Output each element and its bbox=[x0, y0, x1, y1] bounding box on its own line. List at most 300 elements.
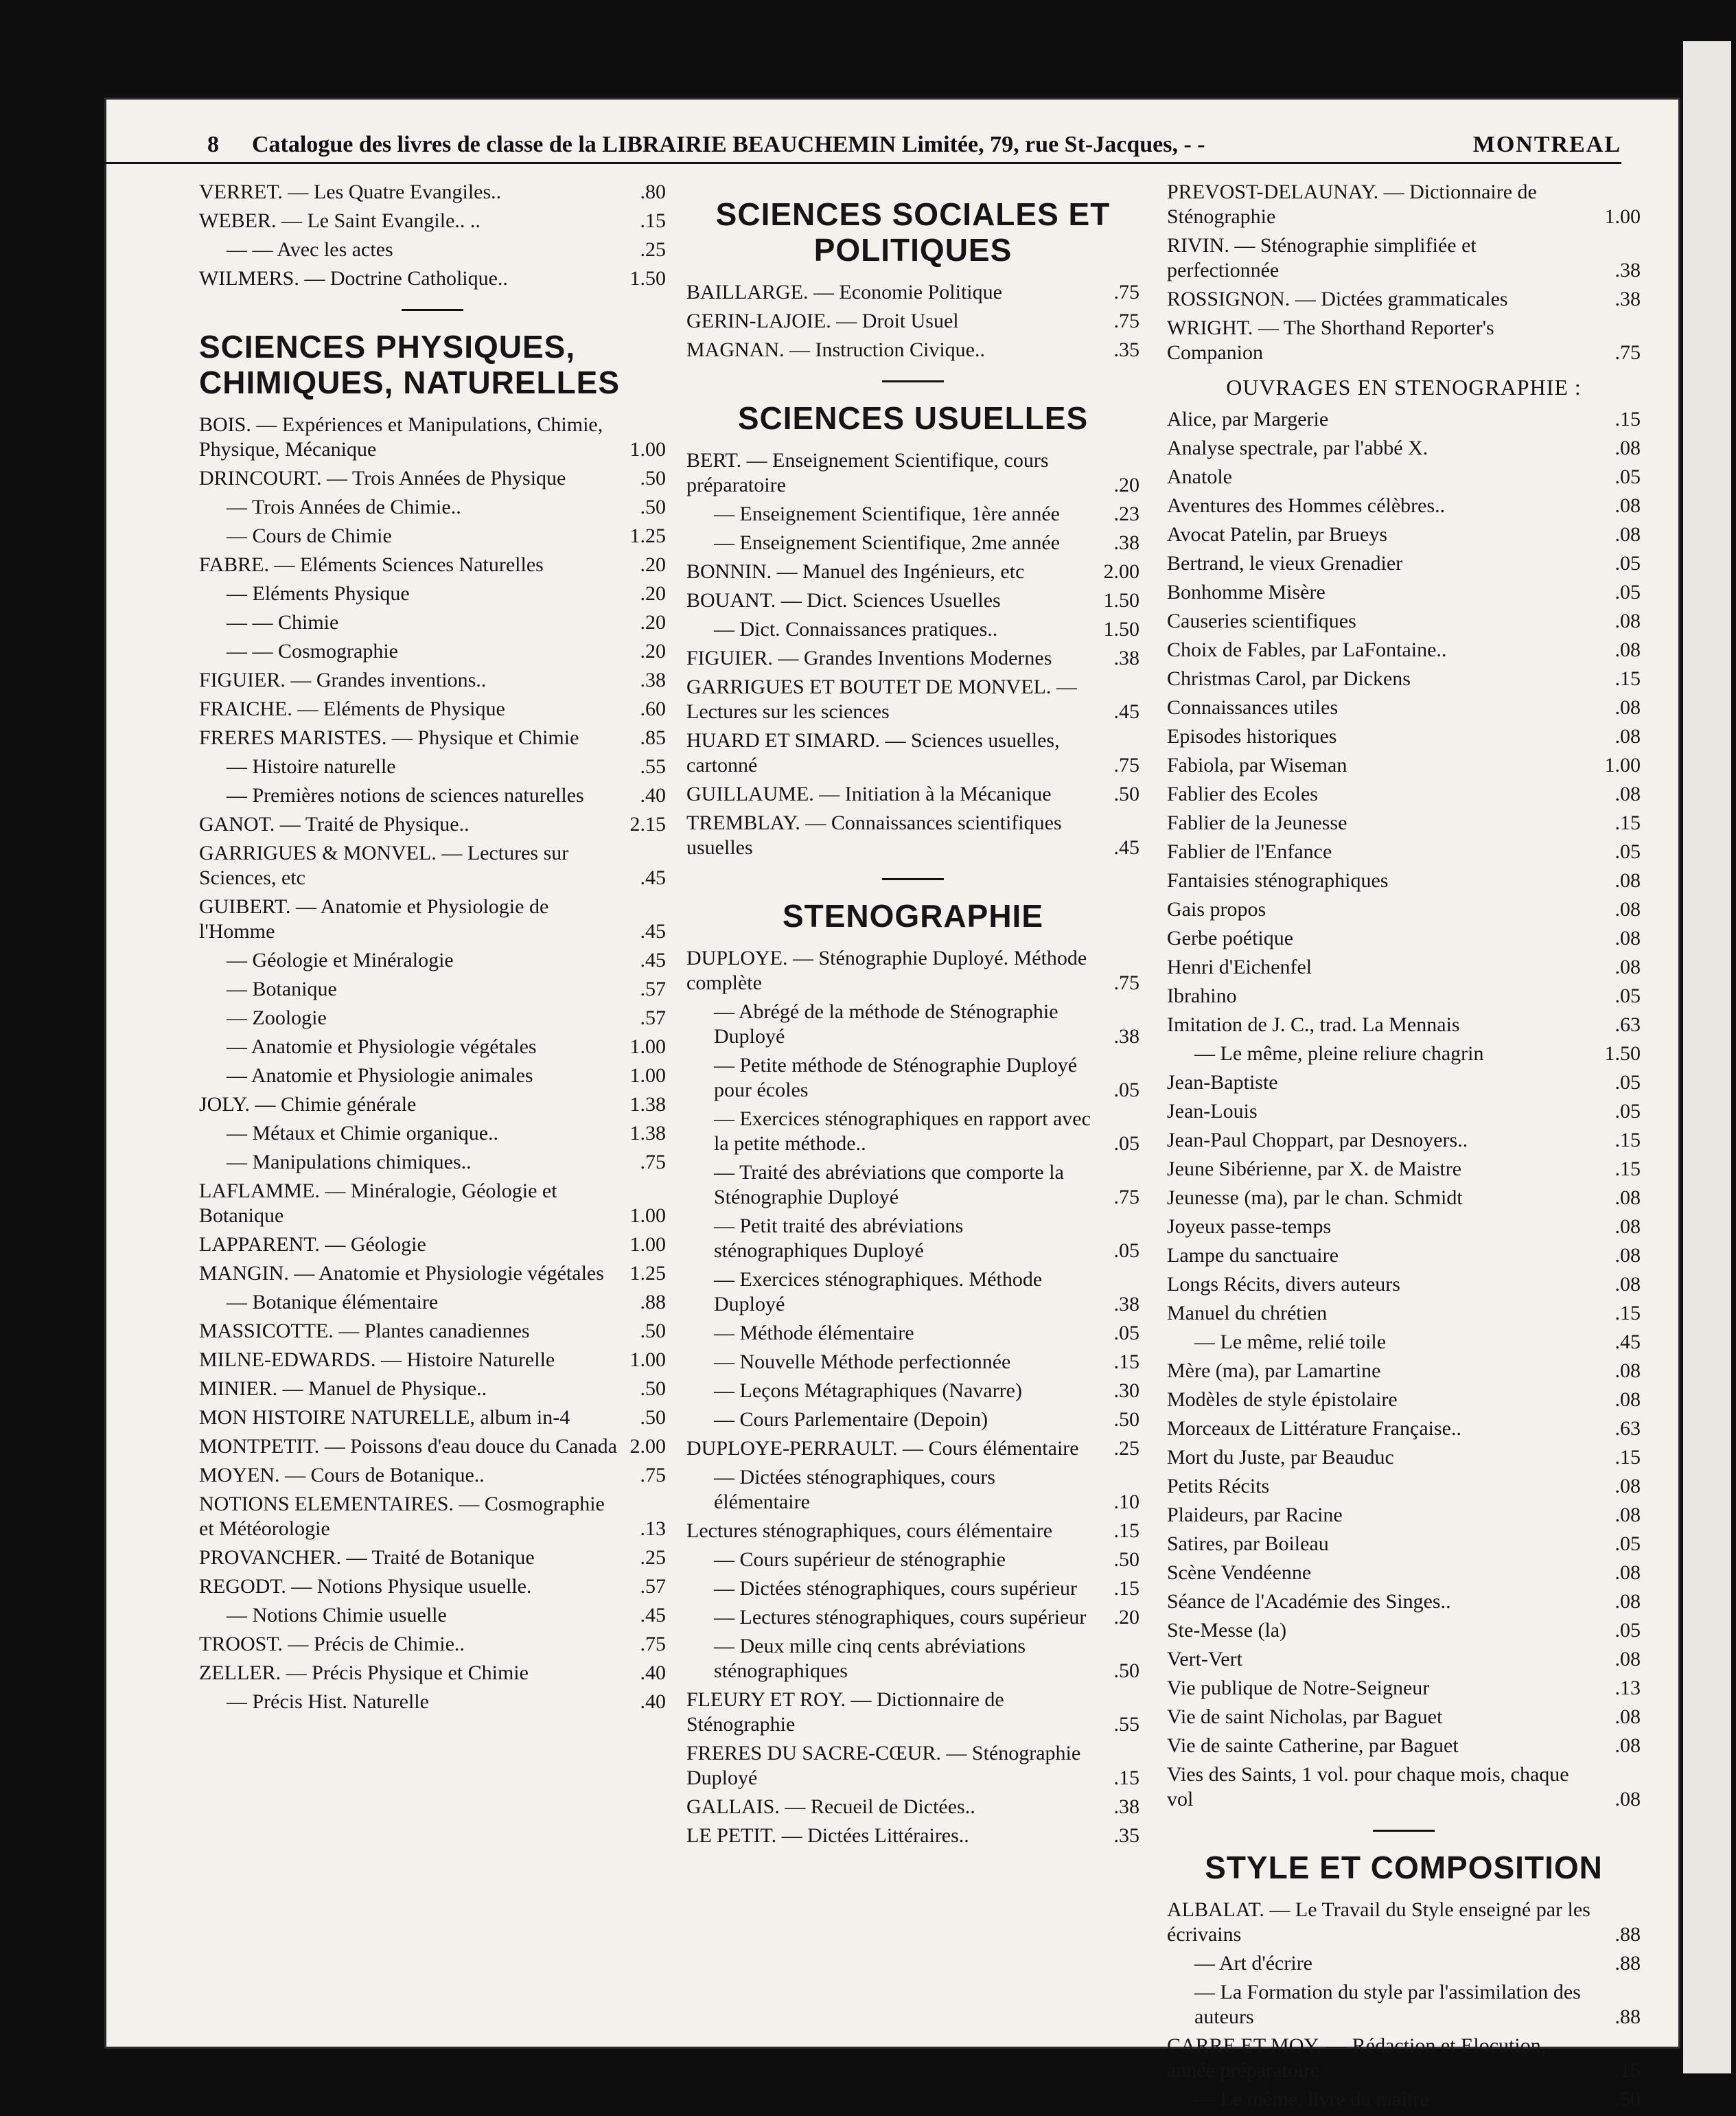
entry-title: Vie de saint Nicholas, par Baguet bbox=[1167, 1705, 1443, 1728]
entry-title: Fablier de la Jeunesse bbox=[1167, 812, 1347, 834]
catalogue-entry bbox=[686, 1741, 1139, 1791]
entry-title: Fabiola, par Wiseman bbox=[1167, 754, 1347, 777]
entry-price: .75 bbox=[1113, 971, 1139, 994]
entry-title: TREMBLAY. — Connaissances scientifiques usuelles bbox=[686, 812, 1062, 859]
entry-title: Henri d'Eichenfel bbox=[1167, 956, 1312, 978]
catalogue-entry bbox=[1167, 1042, 1641, 1066]
entry-title: — Cours de Chimie bbox=[227, 525, 392, 547]
catalogue-entry bbox=[1167, 1532, 1641, 1556]
catalogue-entry bbox=[199, 1121, 666, 1146]
entry-title: Manuel du chrétien bbox=[1167, 1302, 1328, 1324]
entry-price: .20 bbox=[1113, 1606, 1139, 1629]
catalogue-entry bbox=[199, 413, 666, 462]
catalogue-entry bbox=[1167, 1762, 1641, 1812]
catalogue-entry bbox=[199, 726, 666, 750]
entry-price: .75 bbox=[1113, 281, 1139, 303]
entry-title: GARRIGUES ET BOUTET DE MONVEL. — Lectures sur les sciences bbox=[686, 676, 1077, 723]
col2-section3-list bbox=[686, 946, 1139, 1848]
entry-price: .38 bbox=[1113, 1795, 1139, 1818]
entry-title: Imitation de J. C., trad. La Mennais bbox=[1167, 1013, 1460, 1036]
entry-title: — Art d'écrire bbox=[1194, 1952, 1313, 1975]
entry-price: .08 bbox=[1615, 1705, 1641, 1728]
catalogue-entry bbox=[1167, 1416, 1641, 1441]
entry-price: .08 bbox=[1615, 494, 1641, 517]
catalogue-entry bbox=[686, 502, 1139, 527]
entry-title: — — Avec les actes bbox=[227, 238, 393, 261]
entry-title: MILNE-EDWARDS. — Histoire Naturelle bbox=[199, 1348, 555, 1371]
entry-price: .50 bbox=[640, 467, 666, 490]
entry-price: .05 bbox=[1615, 1532, 1641, 1555]
entry-title: Mort du Juste, par Beauduc bbox=[1167, 1446, 1394, 1469]
entry-price: .08 bbox=[1615, 898, 1641, 921]
catalogue-entry bbox=[686, 617, 1139, 642]
entry-price: 1.00 bbox=[629, 1233, 666, 1256]
entry-price: 1.00 bbox=[1604, 754, 1641, 777]
entry-title: ALBALAT. — Le Travail du Style enseigné par les écrivains bbox=[1167, 1898, 1590, 1946]
entry-title: — Dictées sténographiques, cours élémentaire bbox=[714, 1466, 995, 1513]
entry-price: .20 bbox=[640, 582, 666, 605]
divider bbox=[1373, 1830, 1435, 1832]
entry-price: .15 bbox=[1615, 1302, 1641, 1324]
entry-price: .38 bbox=[640, 669, 666, 691]
entry-price: .15 bbox=[1615, 667, 1641, 690]
catalogue-entry bbox=[686, 946, 1139, 996]
catalogue-entry bbox=[686, 448, 1139, 498]
entry-price: .75 bbox=[1615, 341, 1641, 364]
entry-price: .57 bbox=[640, 1007, 666, 1029]
entry-price: .40 bbox=[640, 784, 666, 807]
entry-price: 1.50 bbox=[1103, 618, 1139, 641]
catalogue-entry bbox=[1167, 1503, 1641, 1528]
catalogue-entry bbox=[686, 1000, 1139, 1049]
entry-title: Causeries scientifiques bbox=[1167, 610, 1356, 632]
entry-price: .45 bbox=[1113, 836, 1139, 859]
entry-price: .08 bbox=[1615, 1475, 1641, 1497]
entry-title: — Le même, pleine reliure chagrin bbox=[1194, 1042, 1484, 1065]
entry-price: .50 bbox=[640, 1406, 666, 1429]
catalogue-entry bbox=[199, 1690, 666, 1714]
catalogue-entry bbox=[1167, 1128, 1641, 1153]
entry-price: .57 bbox=[640, 978, 666, 1000]
entry-title: Satires, par Boileau bbox=[1167, 1532, 1329, 1555]
entry-title: CARRE ET MOY. — Rédaction et Elocution, année préparatoire bbox=[1167, 2034, 1547, 2082]
catalogue-entry bbox=[1167, 436, 1641, 461]
column-1 bbox=[199, 180, 666, 1718]
col1-top-list bbox=[199, 180, 666, 291]
entry-title: Mère (ma), par Lamartine bbox=[1167, 1359, 1381, 1382]
entry-title: — Dict. Connaissances pratiques.. bbox=[714, 618, 998, 641]
entry-title: MASSICOTTE. — Plantes canadiennes bbox=[199, 1320, 530, 1342]
entry-title: GUILLAUME. — Initiation à la Mécanique bbox=[686, 783, 1052, 805]
entry-title: Scène Vendéenne bbox=[1167, 1561, 1312, 1584]
entry-title: — Dictées sténographiques, cours supérieur bbox=[714, 1577, 1078, 1600]
catalogue-entry bbox=[199, 1232, 666, 1257]
entry-title: Fantaisies sténographiques bbox=[1167, 869, 1389, 892]
entry-price: .08 bbox=[1615, 956, 1641, 978]
entry-price: .15 bbox=[1615, 408, 1641, 430]
catalogue-entry bbox=[199, 1545, 666, 1570]
entry-price: .63 bbox=[1615, 1013, 1641, 1036]
catalogue-entry bbox=[1167, 869, 1641, 893]
entry-title: — Abrégé de la méthode de Sténographie Duployé bbox=[714, 1000, 1058, 1048]
entry-price: .55 bbox=[1113, 1713, 1139, 1736]
catalogue-entry bbox=[686, 675, 1139, 724]
entry-price: .08 bbox=[1615, 437, 1641, 459]
entry-title: ROSSIGNON. — Dictées grammaticales bbox=[1167, 288, 1508, 310]
entry-title: Avocat Patelin, par Brueys bbox=[1167, 523, 1388, 546]
entry-price: .45 bbox=[640, 949, 666, 971]
entry-title: DUPLOYE-PERRAULT. — Cours élémentaire bbox=[686, 1437, 1079, 1460]
section-title-stenographie: STENOGRAPHIE bbox=[782, 898, 1044, 934]
entry-title: WILMERS. — Doctrine Catholique.. bbox=[199, 267, 508, 290]
catalogue-entry bbox=[686, 531, 1139, 555]
entry-price: .25 bbox=[1113, 1437, 1139, 1460]
entry-price: .08 bbox=[1615, 1561, 1641, 1584]
entry-price: .05 bbox=[1615, 840, 1641, 863]
entry-price: .20 bbox=[640, 611, 666, 634]
entry-title: — Lectures sténographiques, cours supérieur bbox=[714, 1606, 1087, 1629]
entry-title: TROOST. — Précis de Chimie.. bbox=[199, 1633, 465, 1655]
entry-title: PROVANCHER. — Traité de Botanique bbox=[199, 1546, 535, 1569]
entry-price: 1.00 bbox=[629, 438, 666, 461]
page-header bbox=[104, 110, 1621, 164]
catalogue-entry bbox=[686, 1824, 1139, 1848]
entry-price: .30 bbox=[1113, 1379, 1139, 1402]
entry-title: Fablier de l'Enfance bbox=[1167, 840, 1332, 863]
entry-price: .08 bbox=[1615, 639, 1641, 661]
divider bbox=[882, 380, 944, 382]
entry-price: .88 bbox=[1615, 1952, 1641, 1975]
entry-title: NOTIONS ELEMENTAIRES. — Cosmographie et Météorologie bbox=[199, 1493, 605, 1540]
catalogue-entry bbox=[1167, 1013, 1641, 1037]
entry-price: .15 bbox=[1615, 1129, 1641, 1151]
entry-price: .75 bbox=[1113, 754, 1139, 777]
entry-price: .57 bbox=[640, 1575, 666, 1598]
entry-price: .50 bbox=[640, 1377, 666, 1400]
catalogue-entry bbox=[1167, 1445, 1641, 1470]
catalogue-entry bbox=[199, 755, 666, 779]
catalogue-entry bbox=[686, 309, 1139, 334]
page-number: 8 bbox=[207, 132, 219, 157]
entry-title: DRINCOURT. — Trois Années de Physique bbox=[199, 467, 566, 490]
catalogue-entry bbox=[1167, 638, 1641, 663]
entry-price: .15 bbox=[1615, 1446, 1641, 1469]
entry-title: — Cours supérieur de sténographie bbox=[714, 1548, 1006, 1571]
entry-title: MON HISTOIRE NATURELLE, album in-4 bbox=[199, 1406, 570, 1429]
catalogue-entry bbox=[686, 1350, 1139, 1375]
entry-price: .15 bbox=[1113, 1519, 1139, 1542]
entry-price: .15 bbox=[1615, 812, 1641, 834]
catalogue-entry bbox=[1167, 926, 1641, 951]
entry-price: .20 bbox=[640, 553, 666, 576]
entry-title: MAGNAN. — Instruction Civique.. bbox=[686, 338, 985, 361]
catalogue-entry bbox=[1167, 1388, 1641, 1412]
catalogue-entry bbox=[199, 180, 666, 205]
entry-title: Episodes historiques bbox=[1167, 725, 1337, 748]
catalogue-entry bbox=[199, 977, 666, 1002]
entry-price: .05 bbox=[1113, 1079, 1139, 1101]
entry-price: .05 bbox=[1615, 1619, 1641, 1642]
entry-price: 2.00 bbox=[1103, 560, 1139, 583]
catalogue-entry bbox=[1167, 984, 1641, 1009]
entry-title: Connaissances utiles bbox=[1167, 696, 1339, 719]
catalogue-entry bbox=[686, 646, 1139, 671]
entry-price: .08 bbox=[1615, 1215, 1641, 1238]
entry-price: .08 bbox=[1615, 1273, 1641, 1296]
entry-title: MONTPETIT. — Poissons d'eau douce du Canada bbox=[199, 1435, 617, 1458]
entry-title: FIGUIER. — Grandes Inventions Modernes bbox=[686, 647, 1052, 669]
catalogue-entry bbox=[1167, 1186, 1641, 1210]
entry-title: Vert-Vert bbox=[1167, 1648, 1242, 1670]
entry-title: Gais propos bbox=[1167, 898, 1266, 921]
entry-price: .08 bbox=[1615, 1504, 1641, 1526]
catalogue-entry bbox=[199, 783, 666, 808]
catalogue-entry bbox=[199, 1063, 666, 1088]
catalogue-entry bbox=[1167, 1561, 1641, 1585]
entry-price: .13 bbox=[640, 1517, 666, 1540]
entry-price: .08 bbox=[1615, 1648, 1641, 1670]
catalogue-entry bbox=[686, 588, 1139, 613]
entry-price: .08 bbox=[1615, 1244, 1641, 1267]
entry-title: — Petite méthode de Sténographie Duployé pour écoles bbox=[714, 1054, 1078, 1101]
catalogue-entry bbox=[199, 1261, 666, 1286]
catalogue-entry bbox=[1167, 1099, 1641, 1124]
entry-title: Vie de sainte Catherine, par Baguet bbox=[1167, 1734, 1459, 1757]
entry-price: .08 bbox=[1615, 1186, 1641, 1209]
catalogue-entry bbox=[199, 238, 666, 262]
entry-price: .88 bbox=[640, 1291, 666, 1313]
entry-title: Lectures sténographiques, cours élémentaire bbox=[686, 1519, 1053, 1542]
catalogue-entry bbox=[686, 1519, 1139, 1543]
entry-price: .40 bbox=[640, 1690, 666, 1713]
catalogue-entry bbox=[1167, 316, 1641, 365]
catalogue-entry bbox=[1167, 1705, 1641, 1729]
entry-title: BONNIN. — Manuel des Ingénieurs, etc bbox=[686, 560, 1025, 583]
entry-price: .05 bbox=[1113, 1132, 1139, 1155]
entry-title: FRAICHE. — Eléments de Physique bbox=[199, 698, 505, 720]
entry-title: — Histoire naturelle bbox=[227, 755, 396, 778]
entry-title: ZELLER. — Précis Physique et Chimie bbox=[199, 1661, 529, 1684]
entry-price: .05 bbox=[1615, 1100, 1641, 1123]
col3-entry-list bbox=[1167, 407, 1641, 1812]
catalogue-entry bbox=[1167, 897, 1641, 922]
entry-price: .10 bbox=[1113, 1491, 1139, 1513]
catalogue-entry bbox=[1167, 955, 1641, 980]
entry-price: .88 bbox=[1615, 1923, 1641, 1946]
entry-price: .20 bbox=[640, 640, 666, 663]
catalogue-entry bbox=[199, 948, 666, 973]
catalogue-entry bbox=[199, 1006, 666, 1031]
entry-title: GANOT. — Traité de Physique.. bbox=[199, 813, 470, 836]
entry-price: 1.50 bbox=[629, 267, 666, 290]
entry-price: 1.50 bbox=[1103, 589, 1139, 612]
entry-title: BERT. — Enseignement Scientifique, cours préparatoire bbox=[686, 449, 1049, 496]
entry-price: 1.25 bbox=[629, 525, 666, 547]
entry-price: .08 bbox=[1615, 1788, 1641, 1810]
entry-title: Joyeux passe-temps bbox=[1167, 1215, 1332, 1238]
entry-price: 1.00 bbox=[629, 1035, 666, 1058]
entry-price: .45 bbox=[640, 866, 666, 889]
entry-title: Fablier des Ecoles bbox=[1167, 783, 1318, 805]
catalogue-entry bbox=[199, 495, 666, 520]
entry-title: Plaideurs, par Racine bbox=[1167, 1504, 1343, 1526]
catalogue-entry bbox=[199, 639, 666, 664]
catalogue-entry bbox=[1167, 465, 1641, 490]
catalogue-entry bbox=[199, 524, 666, 549]
entry-title: FRERES DU SACRE-CŒUR. — Sténographie Duployé bbox=[686, 1742, 1081, 1789]
catalogue-entry bbox=[686, 1634, 1139, 1683]
entry-title: MANGIN. — Anatomie et Physiologie végétales bbox=[199, 1262, 604, 1285]
catalogue-entry bbox=[199, 1179, 666, 1228]
catalogue-entry bbox=[1167, 1589, 1641, 1614]
catalogue-entry bbox=[1167, 580, 1641, 605]
catalogue-entry bbox=[1167, 695, 1641, 720]
entry-title: PREVOST-DELAUNAY. — Dictionnaire de Sténographie bbox=[1167, 181, 1537, 228]
catalogue-entry bbox=[199, 1150, 666, 1175]
entry-title: — Cours Parlementaire (Depoin) bbox=[714, 1408, 988, 1431]
entry-price: .25 bbox=[640, 238, 666, 261]
catalogue-entry bbox=[686, 1321, 1139, 1346]
entry-price: .15 bbox=[1113, 1350, 1139, 1373]
entry-title: Alice, par Margerie bbox=[1167, 408, 1329, 430]
entry-title: BOUANT. — Dict. Sciences Usuelles bbox=[686, 589, 1001, 612]
entry-price: .45 bbox=[1615, 1331, 1641, 1353]
catalogue-entry bbox=[1167, 1330, 1641, 1355]
entry-title: — Manipulations chimiques.. bbox=[227, 1151, 472, 1173]
catalogue-entry bbox=[686, 1576, 1139, 1601]
entry-price: .50 bbox=[1113, 1659, 1139, 1682]
entry-price: .05 bbox=[1615, 465, 1641, 488]
catalogue-entry bbox=[199, 1348, 666, 1372]
entry-price: 1.50 bbox=[1604, 1042, 1641, 1065]
catalogue-entry bbox=[1167, 840, 1641, 864]
entry-price: .08 bbox=[1615, 1359, 1641, 1382]
entry-title: — Botanique bbox=[227, 978, 337, 1000]
entry-title: Jean-Louis bbox=[1167, 1100, 1258, 1123]
entry-price: .88 bbox=[1615, 2005, 1641, 2028]
catalogue-entry bbox=[199, 553, 666, 577]
column-3 bbox=[1167, 180, 1641, 2116]
entry-price: 1.00 bbox=[629, 1064, 666, 1087]
entry-title: — Notions Chimie usuelle bbox=[227, 1604, 447, 1626]
entry-title: Jeune Sibérienne, par X. de Maistre bbox=[1167, 1158, 1462, 1180]
entry-title: — Deux mille cinq cents abréviations sténographiques bbox=[714, 1635, 1026, 1682]
catalogue-entry bbox=[686, 1407, 1139, 1432]
entry-title: — Exercices sténographiques. Méthode Duployé bbox=[714, 1268, 1043, 1315]
entry-price: .50 bbox=[1113, 1408, 1139, 1431]
entry-price: .08 bbox=[1615, 1590, 1641, 1613]
entry-price: .60 bbox=[640, 698, 666, 720]
entry-price: .15 bbox=[1113, 1767, 1139, 1789]
entry-title: Petits Récits bbox=[1167, 1475, 1270, 1497]
catalogue-entry bbox=[1167, 667, 1641, 691]
entry-title: WEBER. — Le Saint Evangile.. .. bbox=[199, 209, 481, 232]
entry-title: Jeunesse (ma), par le chan. Schmidt bbox=[1167, 1186, 1463, 1209]
entry-title: Séance de l'Académie des Singes.. bbox=[1167, 1590, 1451, 1613]
catalogue-entry bbox=[1167, 287, 1641, 312]
catalogue-entry bbox=[686, 1107, 1139, 1156]
entry-title: Longs Récits, divers auteurs bbox=[1167, 1273, 1400, 1296]
entry-title: — Le même, livre du maître bbox=[1194, 2088, 1429, 2111]
entry-price: .05 bbox=[1615, 985, 1641, 1007]
catalogue-entry bbox=[686, 1688, 1139, 1737]
catalogue-entry bbox=[686, 1053, 1139, 1103]
entry-title: — Leçons Métagraphiques (Navarre) bbox=[714, 1379, 1022, 1402]
catalogue-entry bbox=[686, 811, 1139, 860]
entry-title: Modèles de style épistolaire bbox=[1167, 1388, 1398, 1411]
col3-top-list bbox=[1167, 180, 1641, 365]
entry-price: .38 bbox=[1113, 1293, 1139, 1315]
entry-price: 1.00 bbox=[629, 1348, 666, 1371]
entry-price: .15 bbox=[640, 209, 666, 232]
catalogue-entry bbox=[1167, 1980, 1641, 2029]
catalogue-entry bbox=[686, 1436, 1139, 1461]
entry-price: .08 bbox=[1615, 783, 1641, 805]
entry-price: .08 bbox=[1615, 725, 1641, 748]
catalogue-entry bbox=[686, 1379, 1139, 1403]
entry-price: 2.15 bbox=[629, 813, 666, 836]
entry-title: Ibrahino bbox=[1167, 985, 1237, 1007]
entry-title: Lampe du sanctuaire bbox=[1167, 1244, 1339, 1267]
entry-price: .38 bbox=[1113, 531, 1139, 554]
catalogue-entry bbox=[1167, 1070, 1641, 1095]
catalogue-entry bbox=[199, 1092, 666, 1117]
entry-title: WRIGHT. — The Shorthand Reporter's Companion bbox=[1167, 317, 1494, 364]
catalogue-entry bbox=[199, 266, 666, 291]
col2-section2-list bbox=[686, 448, 1139, 860]
entry-title: Anatole bbox=[1167, 465, 1232, 488]
entry-title: Jean-Paul Choppart, par Desnoyers.. bbox=[1167, 1129, 1468, 1151]
entry-title: Ste-Messe (la) bbox=[1167, 1619, 1287, 1642]
entry-title: MOYEN. — Cours de Botanique.. bbox=[199, 1464, 485, 1486]
catalogue-entry bbox=[199, 1661, 666, 1686]
entry-title: LAPPARENT. — Géologie bbox=[199, 1233, 426, 1256]
catalogue-entry bbox=[1167, 1898, 1641, 1947]
entry-price: .05 bbox=[1615, 552, 1641, 575]
catalogue-entry bbox=[1167, 724, 1641, 749]
catalogue-entry bbox=[686, 1795, 1139, 1819]
catalogue-entry bbox=[199, 209, 666, 233]
entry-title: DUPLOYE. — Sténographie Duployé. Méthode complète bbox=[686, 947, 1087, 994]
entry-title: — Le même, relié toile bbox=[1194, 1331, 1387, 1353]
column-2 bbox=[686, 180, 1139, 1852]
entry-title: GALLAIS. — Recueil de Dictées.. bbox=[686, 1795, 975, 1818]
entry-title: — Anatomie et Physiologie végétales bbox=[227, 1035, 537, 1058]
entry-title: HUARD ET SIMARD. — Sciences usuelles, cartonné bbox=[686, 729, 1060, 777]
catalogue-entry bbox=[1167, 494, 1641, 518]
entry-title: — Trois Années de Chimie.. bbox=[227, 496, 461, 518]
entry-title: Bonhomme Misère bbox=[1167, 581, 1326, 603]
catalogue-entry bbox=[1167, 2034, 1641, 2083]
entry-price: .15 bbox=[1113, 1577, 1139, 1600]
catalogue-entry bbox=[199, 1603, 666, 1628]
entry-price: .85 bbox=[640, 726, 666, 749]
entry-price: .08 bbox=[1615, 696, 1641, 719]
catalogue-entry bbox=[199, 812, 666, 837]
catalogue-entry bbox=[199, 1434, 666, 1459]
entry-title: — Enseignement Scientifique, 2me année bbox=[714, 531, 1061, 554]
entry-title: Gerbe poétique bbox=[1167, 927, 1294, 950]
catalogue-entry bbox=[199, 582, 666, 606]
catalogue-entry bbox=[686, 1465, 1139, 1515]
section-title-style-composition: STYLE ET COMPOSITION bbox=[1205, 1850, 1603, 1885]
entry-price: .55 bbox=[640, 755, 666, 778]
entry-title: GARRIGUES & MONVEL. — Lectures sur Sciences, etc bbox=[199, 842, 569, 889]
entry-title: FABRE. — Eléments Sciences Naturelles bbox=[199, 553, 544, 576]
catalogue-entry bbox=[686, 560, 1139, 584]
entry-price: .15 bbox=[1615, 2059, 1641, 2082]
entry-title: — Anatomie et Physiologie animales bbox=[227, 1064, 533, 1087]
